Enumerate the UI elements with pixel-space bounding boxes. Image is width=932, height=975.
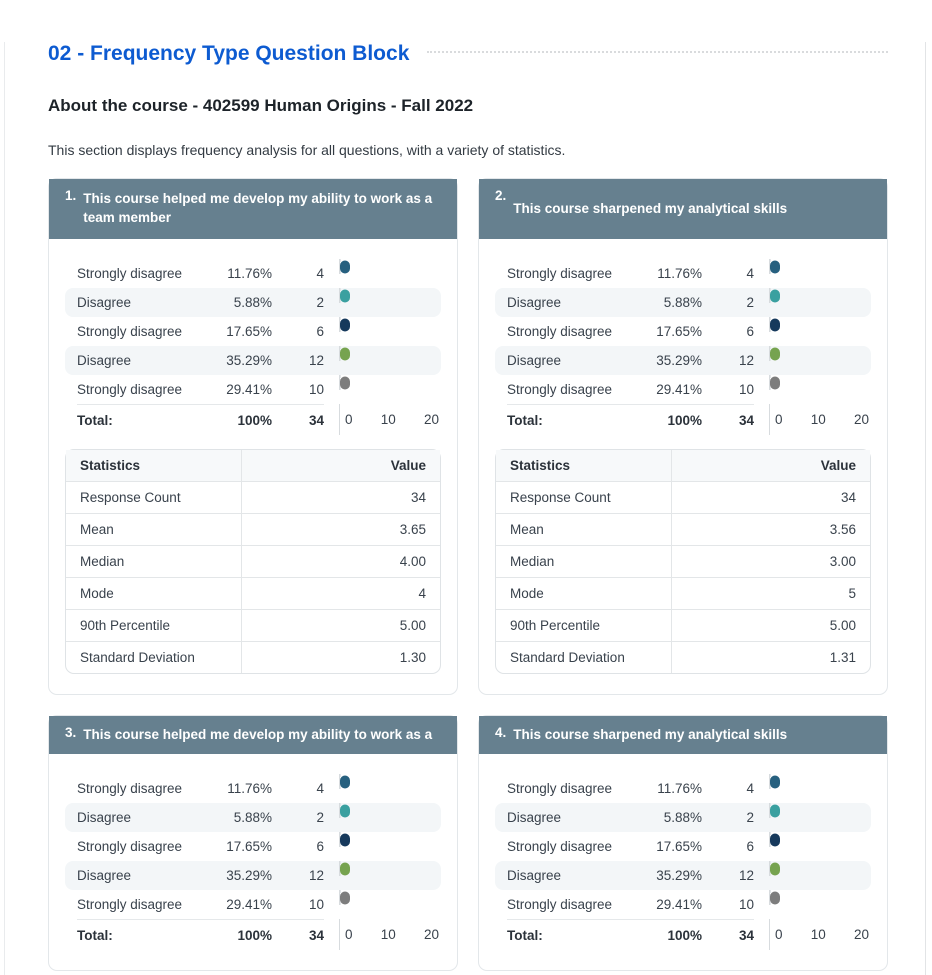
statistics-table-wrap [495,449,871,674]
frequency-row [65,774,441,803]
answer-label: Strongly disagree [507,781,613,796]
value-header: Value [672,450,870,482]
total-row [495,919,871,950]
frequency-bar [340,376,350,389]
frequency-row [495,288,871,317]
answer-count: 10 [738,897,754,912]
answer-label: Strongly disagree [77,839,183,854]
question-title: This course helped me develop my ability to work as a team member [83,191,433,225]
answer-label: Disagree [507,868,562,883]
question-card [48,715,458,971]
statistics-row [496,578,870,610]
answer-count: 12 [738,868,754,883]
axis-tick-cell [324,919,441,950]
statistic-name: 90th Percentile [66,610,242,642]
bar-chart-cell [754,346,871,375]
answer-count: 2 [316,810,324,825]
statistic-value: 1.31 [672,642,870,674]
bar-chart-cell [324,259,441,288]
bar-chart-track [769,890,770,905]
bar-chart-track [769,346,770,361]
statistic-value: 34 [242,482,440,514]
statistic-name: Standard Deviation [496,642,672,674]
frequency-row [495,803,871,832]
statistic-name: Mode [496,578,672,610]
answer-percent: 17.65% [226,324,272,339]
frequency-row [65,317,441,346]
total-percent: 100% [640,404,702,435]
frequency-bar [340,318,350,331]
question-title: This course helped me develop my ability to work as a [83,726,433,742]
frequency-bar [340,775,350,788]
statistic-name: Mean [66,514,242,546]
answer-label: Disagree [507,295,562,310]
axis-tick: 10 [810,412,826,427]
bar-chart-track [339,832,340,847]
bar-chart-cell [754,288,871,317]
question-card-body [49,239,457,694]
statistics-header-row [496,450,870,482]
answer-label: Strongly disagree [77,781,183,796]
answer-count: 4 [316,266,324,281]
statistics-row [496,610,870,642]
answer-count: 6 [746,324,754,339]
bar-chart-track [769,259,770,274]
frequency-bar [340,862,350,875]
answer-percent: 29.41% [656,382,702,397]
bar-chart-cell [754,832,871,861]
answer-count: 6 [746,839,754,854]
answer-label: Strongly disagree [507,839,613,854]
frequency-row [65,288,441,317]
answer-label: Strongly disagree [507,266,613,281]
question-number: 3. [65,725,77,740]
frequency-bar [340,804,350,817]
frequency-row [495,346,871,375]
answer-percent: 11.76% [227,781,272,796]
frequency-row [495,317,871,346]
section-title-row [48,42,888,66]
bar-chart-cell [754,803,871,832]
bar-chart-track [769,288,770,303]
frequency-row [495,259,871,288]
bar-chart-cell [324,832,441,861]
section-description: This section displays frequency analysis for all questions, with a variety of statistics. [48,142,566,158]
question-card-header [479,179,887,239]
answer-label: Strongly disagree [77,266,183,281]
answer-label: Strongly disagree [77,382,183,397]
answer-label: Disagree [507,353,562,368]
question-card-grid [48,178,888,971]
answer-label: Strongly disagree [507,897,613,912]
statistic-name: Median [66,546,242,578]
axis-tick-row [769,919,871,950]
question-number: 4. [495,725,507,740]
total-row [65,919,441,950]
total-count: 34 [272,404,324,435]
statistics-row [66,642,440,674]
answer-label: Disagree [507,810,562,825]
total-label: Total: [507,404,640,435]
axis-tick-row [339,404,441,435]
frequency-row [65,832,441,861]
question-number: 2. [495,188,507,203]
answer-percent: 35.29% [656,868,702,883]
axis-tick: 20 [853,412,869,427]
question-card-body [479,754,887,970]
statistic-value: 34 [672,482,870,514]
answer-count: 2 [746,810,754,825]
answer-label: Strongly disagree [507,324,613,339]
answer-count: 10 [738,382,754,397]
answer-label: Disagree [77,295,132,310]
bar-chart-track [769,832,770,847]
answer-count: 2 [746,295,754,310]
frequency-row [65,803,441,832]
bar-chart-cell [324,346,441,375]
bar-chart-track [339,861,340,876]
question-title: This course sharpened my analytical skills [513,726,788,742]
bar-chart-track [339,317,340,332]
statistic-name: Mean [496,514,672,546]
statistic-value: 5.00 [242,610,440,642]
bar-chart-track [769,317,770,332]
question-card-body [479,239,887,694]
question-number: 1. [65,188,77,203]
statistics-table-wrap [65,449,441,674]
bar-chart-track [769,375,770,390]
answer-percent: 5.88% [663,810,702,825]
answer-label: Strongly disagree [77,324,183,339]
axis-tick: 20 [423,412,439,427]
answer-percent: 29.41% [226,897,272,912]
frequency-bar [770,833,780,846]
bar-chart-cell [324,890,441,919]
statistics-header: Statistics [496,450,672,482]
frequency-bar [340,833,350,846]
answer-percent: 29.41% [226,382,272,397]
bar-chart-cell [754,259,871,288]
answer-count: 12 [308,353,324,368]
statistic-name: Standard Deviation [66,642,242,674]
answer-percent: 35.29% [226,353,272,368]
bar-chart-cell [324,803,441,832]
axis-tick: 10 [380,412,396,427]
answer-percent: 5.88% [233,810,272,825]
axis-tick-row [769,404,871,435]
frequency-row [65,861,441,890]
total-label: Total: [77,919,210,950]
bar-chart-track [769,803,770,818]
answer-percent: 11.76% [657,266,702,281]
panel-left-border [4,42,5,975]
frequency-row [495,832,871,861]
statistics-row [496,514,870,546]
frequency-bar [770,804,780,817]
statistic-value: 1.30 [242,642,440,674]
question-card-body [49,754,457,970]
bar-chart-cell [754,861,871,890]
answer-count: 6 [316,324,324,339]
frequency-row [495,375,871,404]
frequency-bar [770,775,780,788]
axis-tick: 0 [345,927,353,942]
frequency-bar [340,347,350,360]
answer-percent: 17.65% [226,839,272,854]
answer-percent: 35.29% [656,353,702,368]
axis-tick-row [339,919,441,950]
frequency-bar [770,260,780,273]
statistic-name: Median [496,546,672,578]
axis-tick: 20 [853,927,869,942]
axis-tick: 10 [810,927,826,942]
frequency-row [495,861,871,890]
answer-count: 4 [316,781,324,796]
section-title: 02 - Frequency Type Question Block [48,42,410,65]
bar-chart-cell [324,774,441,803]
axis-tick: 10 [380,927,396,942]
answer-percent: 35.29% [226,868,272,883]
frequency-bar [340,289,350,302]
statistics-row [66,546,440,578]
axis-tick-cell [754,404,871,435]
bar-chart-track [339,375,340,390]
frequency-bar [340,891,350,904]
statistic-value: 5.00 [672,610,870,642]
statistic-name: Mode [66,578,242,610]
frequency-row [495,774,871,803]
frequency-bar [770,376,780,389]
question-card-header [49,716,457,754]
statistics-row [66,578,440,610]
total-count: 34 [702,919,754,950]
question-card [478,178,888,695]
statistics-header: Statistics [66,450,242,482]
statistics-header-row [66,450,440,482]
statistic-value: 5 [672,578,870,610]
value-header: Value [242,450,440,482]
question-card-header [49,179,457,239]
bar-chart-track [769,774,770,789]
answer-count: 4 [746,781,754,796]
frequency-row [495,890,871,919]
axis-tick-cell [754,919,871,950]
answer-label: Disagree [77,810,132,825]
frequency-row [65,259,441,288]
bar-chart-cell [324,288,441,317]
statistics-row [496,642,870,674]
bar-chart-cell [324,317,441,346]
statistics-row [66,610,440,642]
answer-percent: 11.76% [657,781,702,796]
answer-count: 6 [316,839,324,854]
statistics-table [496,450,870,673]
answer-count: 4 [746,266,754,281]
answer-percent: 29.41% [656,897,702,912]
bar-chart-cell [324,375,441,404]
axis-tick: 0 [775,927,783,942]
axis-tick: 0 [345,412,353,427]
course-subtitle: About the course - 402599 Human Origins - Fall 2022 [48,96,474,115]
answer-percent: 17.65% [656,839,702,854]
frequency-row [65,375,441,404]
statistic-value: 4 [242,578,440,610]
total-percent: 100% [640,919,702,950]
total-count: 34 [702,404,754,435]
total-label: Total: [507,919,640,950]
bar-chart-cell [754,375,871,404]
statistic-name: Response Count [496,482,672,514]
answer-percent: 5.88% [663,295,702,310]
frequency-bar [340,260,350,273]
answer-percent: 11.76% [227,266,272,281]
bar-chart-track [339,803,340,818]
axis-tick-cell [324,404,441,435]
bar-chart-track [339,774,340,789]
answer-count: 2 [316,295,324,310]
total-percent: 100% [210,404,272,435]
bar-chart-cell [754,890,871,919]
bar-chart-track [769,861,770,876]
panel-right-border [925,42,926,975]
statistic-value: 3.00 [672,546,870,578]
dotted-leader-line [427,51,888,53]
bar-chart-track [339,346,340,361]
answer-label: Disagree [77,353,132,368]
statistic-value: 3.65 [242,514,440,546]
bar-chart-cell [754,317,871,346]
report-content [48,42,888,971]
answer-count: 12 [738,353,754,368]
frequency-bar [770,347,780,360]
answer-label: Disagree [77,868,132,883]
frequency-bar [770,289,780,302]
total-label: Total: [77,404,210,435]
statistics-row [66,514,440,546]
total-row [65,404,441,435]
statistics-row [66,482,440,514]
bar-chart-cell [754,774,871,803]
total-count: 34 [272,919,324,950]
frequency-bar [770,318,780,331]
bar-chart-track [339,288,340,303]
statistics-table [66,450,440,673]
statistics-row [496,482,870,514]
total-percent: 100% [210,919,272,950]
question-card [48,178,458,695]
answer-label: Strongly disagree [507,382,613,397]
bar-chart-cell [324,861,441,890]
frequency-bar [770,862,780,875]
statistic-name: 90th Percentile [496,610,672,642]
axis-tick: 20 [423,927,439,942]
statistic-value: 4.00 [242,546,440,578]
axis-tick: 0 [775,412,783,427]
answer-count: 10 [308,897,324,912]
statistics-row [496,546,870,578]
frequency-bar [770,891,780,904]
bar-chart-track [339,890,340,905]
bar-chart-track [339,259,340,274]
frequency-row [65,346,441,375]
total-row [495,404,871,435]
statistic-name: Response Count [66,482,242,514]
answer-label: Strongly disagree [77,897,183,912]
question-title: This course sharpened my analytical skills [513,200,788,216]
answer-count: 10 [308,382,324,397]
question-card-header [479,716,887,754]
statistic-value: 3.56 [672,514,870,546]
question-card [478,715,888,971]
frequency-row [65,890,441,919]
answer-percent: 17.65% [656,324,702,339]
answer-count: 12 [308,868,324,883]
answer-percent: 5.88% [233,295,272,310]
